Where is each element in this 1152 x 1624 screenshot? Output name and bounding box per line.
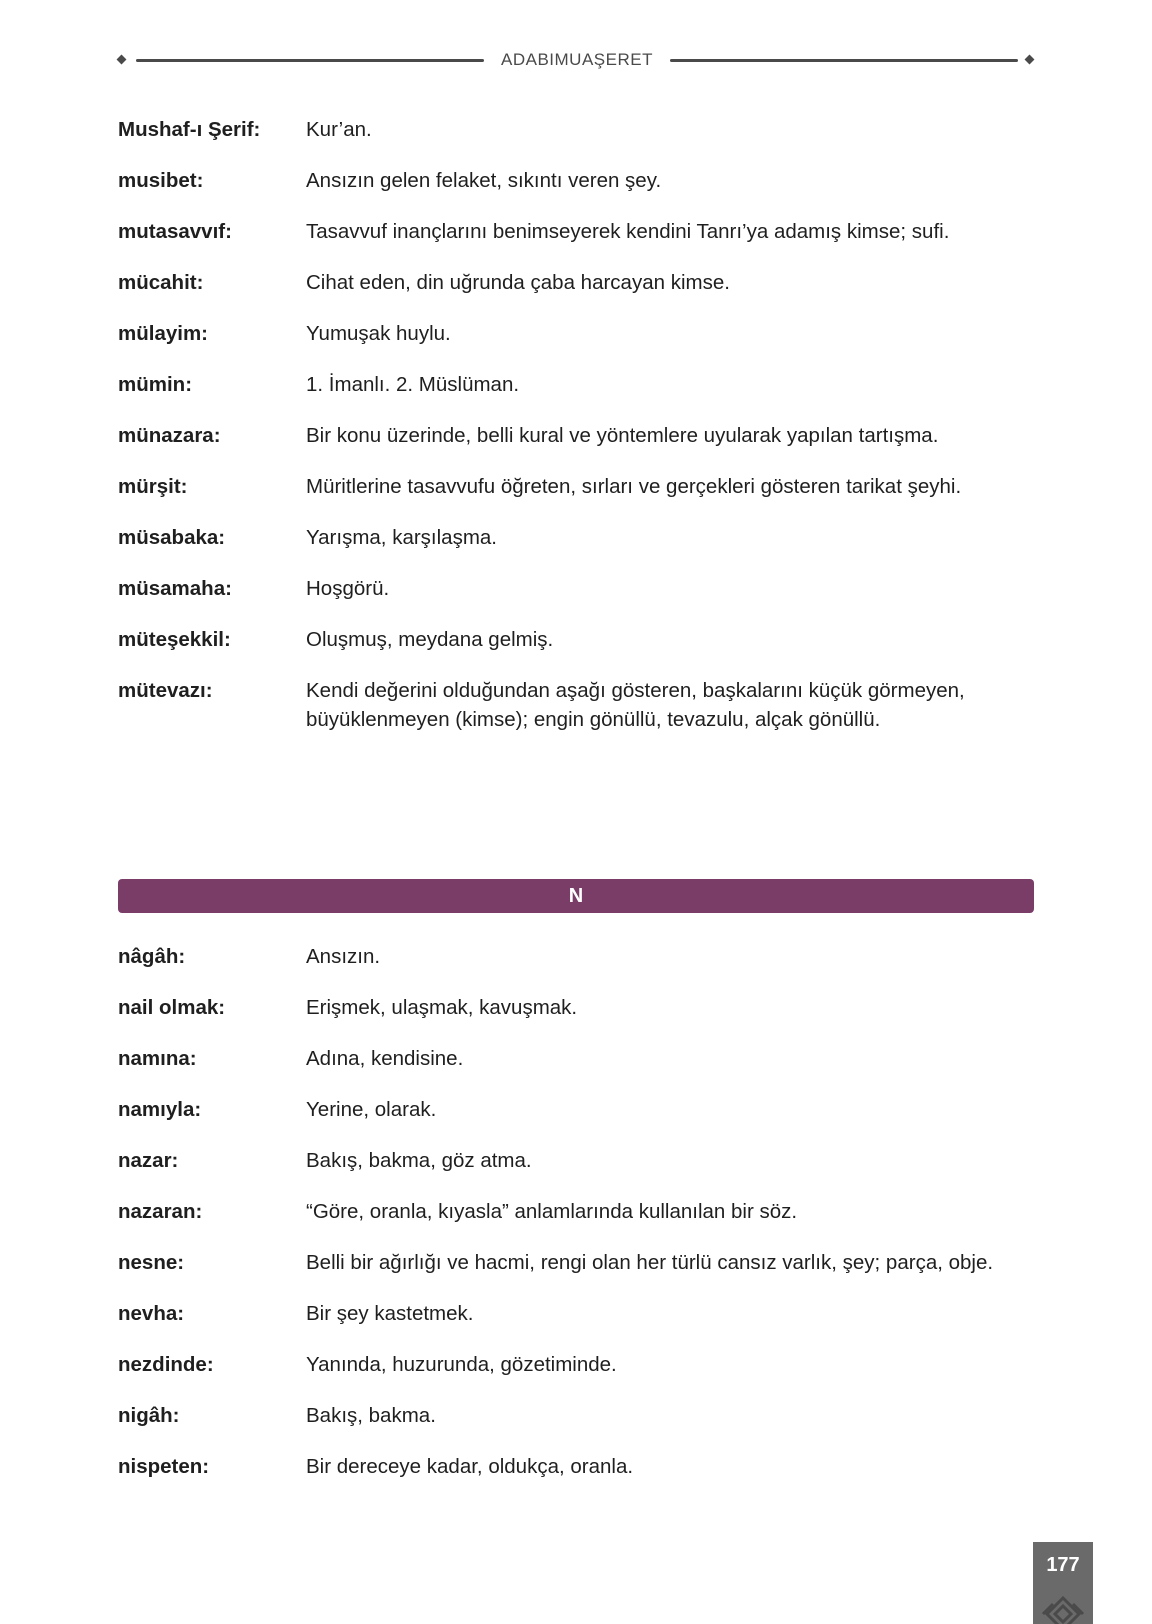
entry-term: mülayim: <box>118 322 208 345</box>
header-rule-left <box>136 59 484 62</box>
entry-term: mütevazı: <box>118 679 213 702</box>
entry-definition: Yerine, olarak. <box>306 1098 437 1121</box>
entry-term: musibet: <box>118 169 204 192</box>
entry-term: müteşekkil: <box>118 628 231 651</box>
glossary-entry <box>118 523 1034 552</box>
knot-ornament-icon <box>1033 1592 1093 1624</box>
glossary-entry <box>118 1044 1034 1073</box>
entry-term: Mushaf-ı Şerif: <box>118 118 261 141</box>
entry-term: nazaran: <box>118 1200 203 1223</box>
entry-definition: Bakış, bakma, göz atma. <box>306 1149 532 1172</box>
entry-term: mutasavvıf: <box>118 220 232 243</box>
entry-definition: Erişmek, ulaşmak, kavuşmak. <box>306 996 578 1019</box>
diamond-ornament-icon <box>1025 55 1035 65</box>
glossary-entry <box>118 1197 1034 1226</box>
glossary-entry <box>118 370 1034 399</box>
entry-term: nail olmak: <box>118 996 226 1019</box>
glossary-list-n <box>118 942 1034 1503</box>
entry-term: nezdinde: <box>118 1353 214 1376</box>
entry-definition: Bir konu üzerinde, belli kural ve yöntemlere uyularak yapılan tartışma. <box>306 424 939 447</box>
glossary-entry <box>118 217 1034 246</box>
entry-definition: 1. İmanlı. 2. Müslüman. <box>306 373 520 396</box>
entry-definition: Tasavvuf inançlarını benimseyerek kendini Tanrı’ya adamış kimse; sufi. <box>306 220 950 243</box>
entry-definition: Bakış, bakma. <box>306 1404 436 1427</box>
glossary-entry <box>118 676 1034 734</box>
running-header <box>118 48 1034 72</box>
glossary-entry <box>118 319 1034 348</box>
diamond-ornament-icon <box>117 55 127 65</box>
entry-definition: “Göre, oranla, kıyasla” anlamlarında kullanılan bir söz. <box>306 1200 798 1223</box>
entry-definition: Bir dereceye kadar, oldukça, oranla. <box>306 1455 634 1478</box>
entry-term: mümin: <box>118 373 193 396</box>
entry-term: nesne: <box>118 1251 185 1274</box>
glossary-entry <box>118 1248 1034 1277</box>
glossary-entry <box>118 1095 1034 1124</box>
entry-definition: Yanında, huzurunda, gözetiminde. <box>306 1353 617 1376</box>
entry-term: namıyla: <box>118 1098 202 1121</box>
entry-term: mürşit: <box>118 475 188 498</box>
entry-term: müsamaha: <box>118 577 232 600</box>
section-letter-bar <box>118 879 1034 913</box>
entry-definition: Oluşmuş, meydana gelmiş. <box>306 628 554 651</box>
header-rule-right <box>670 59 1018 62</box>
entry-term: nispeten: <box>118 1455 210 1478</box>
entry-definition: Yarışma, karşılaşma. <box>306 526 497 549</box>
entry-term: nazar: <box>118 1149 179 1172</box>
entry-definition: Belli bir ağırlığı ve hacmi, rengi olan her türlü cansız varlık, şey; parça, obje. <box>306 1251 994 1274</box>
header-title: ADABIMUAŞERET <box>501 50 653 69</box>
glossary-list-m <box>118 115 1034 756</box>
glossary-entry <box>118 625 1034 654</box>
entry-definition: Adına, kendisine. <box>306 1047 464 1070</box>
entry-definition: Kur’an. <box>306 118 372 141</box>
section-letter: N <box>568 885 584 907</box>
entry-definition: Ansızın. <box>306 945 381 968</box>
entry-term: nigâh: <box>118 1404 180 1427</box>
entry-term: münazara: <box>118 424 221 447</box>
page-number: 177 <box>1046 1554 1080 1576</box>
glossary-entry <box>118 1452 1034 1481</box>
glossary-entry <box>118 115 1034 144</box>
entry-term: müsabaka: <box>118 526 226 549</box>
glossary-entry <box>118 942 1034 971</box>
glossary-entry <box>118 574 1034 603</box>
glossary-entry <box>118 268 1034 297</box>
entry-definition: Müritlerine tasavvufu öğreten, sırları ve gerçekleri gösteren tarikat şeyhi. <box>306 475 962 498</box>
entry-term: nâgâh: <box>118 945 186 968</box>
entry-definition: Bir şey kastetmek. <box>306 1302 474 1325</box>
page-number-tab <box>1033 1542 1093 1624</box>
entry-definition: Hoşgörü. <box>306 577 390 600</box>
glossary-entry <box>118 1299 1034 1328</box>
glossary-entry <box>118 1401 1034 1430</box>
glossary-entry <box>118 1350 1034 1379</box>
entry-term: namına: <box>118 1047 197 1070</box>
glossary-entry <box>118 1146 1034 1175</box>
entry-definition: Kendi değerini olduğundan aşağı gösteren, başkalarını küçük görmeyen, büyüklenmeyen (kimse); engin gönüllü, tevazulu, alçak gönüllü. <box>306 679 965 731</box>
glossary-entry <box>118 166 1034 195</box>
glossary-entry <box>118 993 1034 1022</box>
entry-definition: Ansızın gelen felaket, sıkıntı veren şey. <box>306 169 662 192</box>
glossary-entry <box>118 472 1034 501</box>
entry-term: mücahit: <box>118 271 204 294</box>
entry-definition: Yumuşak huylu. <box>306 322 451 345</box>
glossary-entry <box>118 421 1034 450</box>
entry-definition: Cihat eden, din uğrunda çaba harcayan kimse. <box>306 271 730 294</box>
entry-term: nevha: <box>118 1302 185 1325</box>
